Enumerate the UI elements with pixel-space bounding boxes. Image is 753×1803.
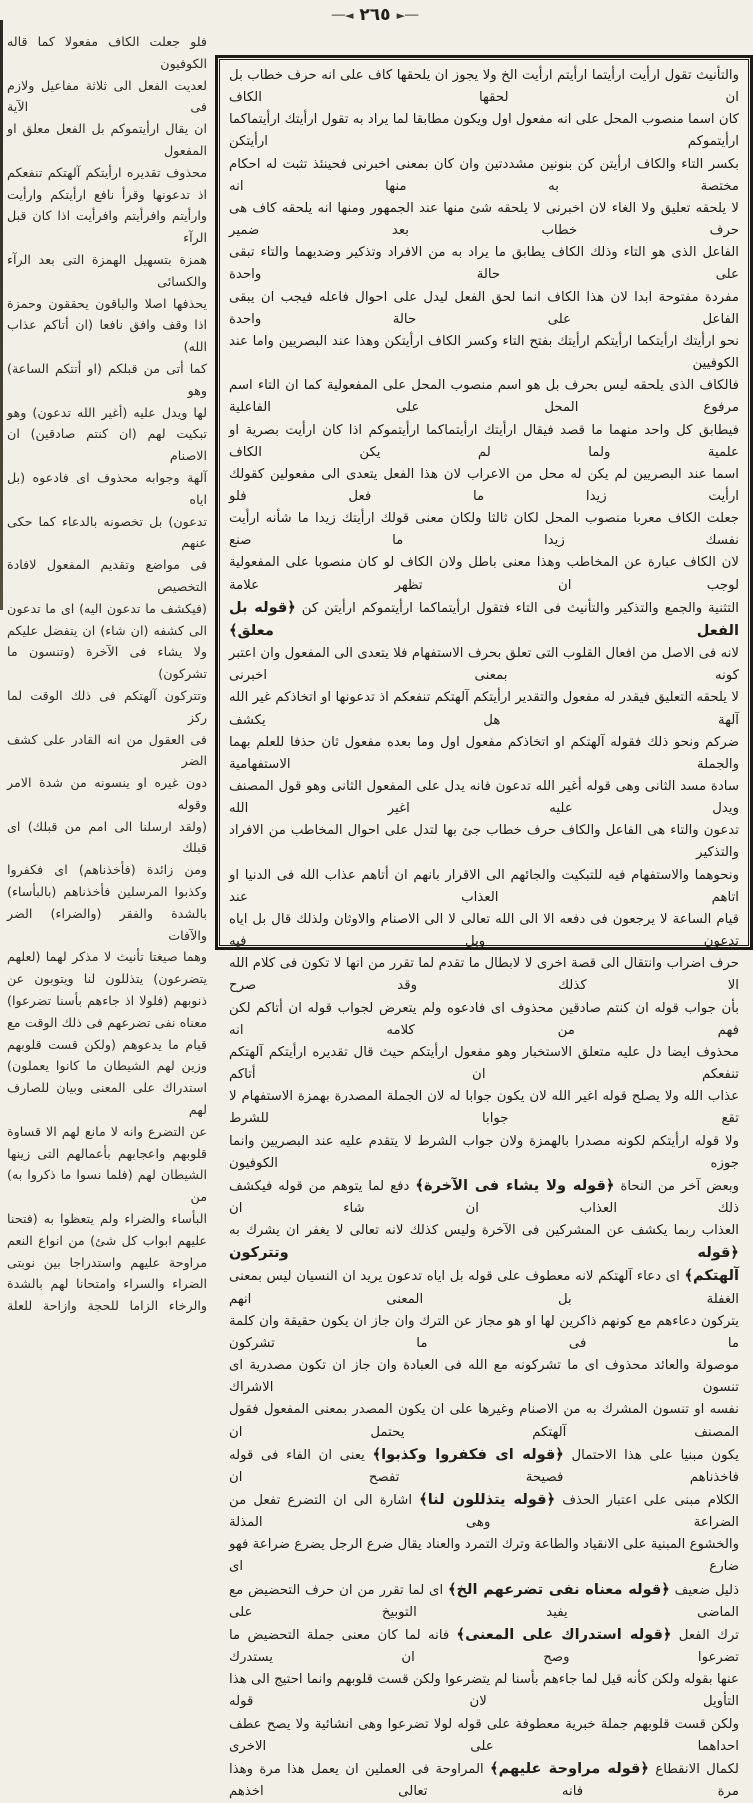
text-segment: ضركم ونحو ذلك فقوله آلهتكم او اتخاذكم مفعول اول وما بعده مفعول ثان حذفا للعلم بهما والجملة الاستفهامية xyxy=(229,734,739,772)
margin-note-line xyxy=(7,620,207,642)
text-segment: وهما صيغتا تأنيث لا مذكر لهما (لعلهم xyxy=(7,949,207,965)
margin-note-line xyxy=(7,511,207,555)
text-segment: وكذبوا المرسلين فأخذناهم (بالبأساء) xyxy=(7,884,207,900)
text-segment: ولا يشاء فى الآخرة (وتنسون ما تشركون) xyxy=(7,644,207,682)
margin-note-line xyxy=(7,1121,207,1143)
main-text-line xyxy=(229,1669,739,1713)
main-text-line xyxy=(229,909,739,953)
main-text-line xyxy=(229,953,739,997)
main-text-line xyxy=(229,643,739,687)
text-segment: وبعض آخر من النحاة xyxy=(614,1178,739,1194)
main-text-line xyxy=(229,820,739,864)
text-segment: الكلام مبنى على اعتبار الحذف xyxy=(555,1493,739,1508)
margin-note-line xyxy=(7,729,207,773)
text-segment: نحو ارأيتك ارأيتكما ارأيتكم ارأيتك بفتح التاء وكسر الكاف ارأيتكن وهذا عند البصريين واما عند الكوفيين xyxy=(229,333,739,372)
text-segment: لانه فى الاصل من افعال القلوب التى تعلق بحرف الاستفهام فلا يتعدى الى المفعول وان اعتبر كونه بمعنى اخبرنى xyxy=(229,646,739,684)
text-segment: لا يلحقه التعليق فيقدر له مفعول والتقدير ارأيتكم آلهتكم تنفعكم اذ تدعونها او اتخاذكم غير الله آلهة هل يكشف xyxy=(229,690,739,728)
text-segment: فى العقول من انه القادر على كشف الضر xyxy=(7,731,207,769)
main-text-line xyxy=(229,375,739,419)
margin-note-line xyxy=(7,881,207,903)
main-text-line xyxy=(229,1399,739,1443)
text-segment: ذنوبهم (فلولا اذ جاءهم بأسنا تضرعوا) xyxy=(7,993,207,1009)
main-text-line xyxy=(229,508,739,552)
text-segment: والتأنيث تقول ارأيت ارأيتما ارأيتم ارأيت الخ ولا يجوز ان يلحقها كاف على انه حرف خطاب بل ان لحقها الكاف xyxy=(229,68,739,106)
margin-note-line xyxy=(7,75,207,119)
qawluhu-lemma-marker: ﴿قوله بل الفعل معلق﴾ xyxy=(229,598,739,639)
text-segment: ذليل ضعيف xyxy=(669,1582,739,1598)
margin-note-line xyxy=(7,358,207,402)
text-segment: وارأيتم وافرأيتم وافرأيت اذا كان قبل الرآء xyxy=(7,208,207,246)
main-text-line xyxy=(229,1355,739,1399)
margin-note-line xyxy=(7,1208,207,1230)
text-segment: لها ويدل عليه (أغير الله تدعون) وهو xyxy=(7,404,207,420)
qawluhu-lemma-marker: ﴿قوله يتذللون لنا﴾ xyxy=(419,1491,556,1508)
text-segment: محذوف ايضا دل عليه متعلق الاستخبار وهو مفعول ارأيتكم حيث قال تقديره ارأيتكم آلهتكم تنفعكم ان أتاكم xyxy=(229,1044,739,1083)
main-text-line xyxy=(229,1265,739,1310)
text-segment: مفردة مفتوحة ابدا لان هذا الكاف انما لحق الفعل ليدل على احوال فاعله فيجب ان يبقى الفاعل على حالة واحدة xyxy=(229,289,739,327)
text-segment: جعلت الكاف معربا منصوب المحل لكان ثالثا ولكان معنى قولك ارأيتك زيدا ما شأنه ارأيت نفسك زيدا ما صنع xyxy=(229,511,739,549)
main-text-line xyxy=(229,687,739,731)
text-segment: والرخاء الزاما للحجة وازاحة للعلة xyxy=(7,1298,207,1314)
main-text-line xyxy=(229,1758,739,1803)
text-segment: الى كشفه (ان شاء) ان يتفضل عليكم xyxy=(7,622,207,638)
main-text-line xyxy=(229,552,739,596)
margin-note-line xyxy=(7,1077,207,1121)
text-segment: وزين لهم الشيطان ما كانوا يعملون) xyxy=(7,1058,207,1074)
text-segment: ونحوهما والاستفهام فيه للتبكيت والجائهم الى الاقرار بانهم ان أتاهم عذاب الله فى الدنيا او اتاهم العذاب عند xyxy=(229,867,739,905)
main-text-line xyxy=(229,1714,739,1758)
qawluhu-lemma-marker: آلهتكم﴾ xyxy=(684,1267,739,1285)
text-segment: اذ تدعونها وقرأ نافع ارأيتكم وارأيت xyxy=(7,186,207,202)
text-segment: اشارة الى ان التضرع تفعل من الضراعة وهى المذلة xyxy=(229,1493,739,1531)
text-segment: لكمال الانقطاع xyxy=(648,1761,739,1777)
main-text-line xyxy=(229,776,739,820)
margin-note-line xyxy=(7,1012,207,1034)
main-text-line xyxy=(229,198,739,242)
main-text-line xyxy=(229,1086,739,1130)
main-text-block xyxy=(219,59,749,1800)
margin-note-line xyxy=(7,423,207,467)
text-segment: حرف اضراب وانتقال الى قصة اخرى لا لابطال ما تقدم لما تقرر من انها لا تكون فى كلام الله الا كذلك وقد صرح xyxy=(229,956,739,994)
text-segment: كما أتى من قبلكم (او أتتكم الساعة) وهو xyxy=(7,360,207,398)
main-text-line xyxy=(229,865,739,909)
text-segment: يتضرعون) يتذللون لنا ويتوبون عن xyxy=(7,971,207,987)
margin-note-line xyxy=(7,1295,207,1317)
margin-note-line xyxy=(7,903,207,947)
margin-note-line xyxy=(7,1034,207,1056)
text-segment: لا يلحقه تعليق ولا الغاء لان اخبرنى لا يلحقه شئ منها عند الجمهور ومنها انه يلحقه كاف هى حرف خطاب بعد ضمير xyxy=(229,200,739,239)
text-segment: بكسر التاء والكاف ارأيتن كن بنونين مشددتين وان كان بمعنى اخبرنى فحينئذ تثبت له احكام مختصة به منها انه xyxy=(229,156,739,194)
margin-note-line xyxy=(7,402,207,424)
text-segment: دفع لما يتوهم من قوله فيكشف ذلك العذاب ان شاء ان xyxy=(229,1178,739,1216)
main-text-line xyxy=(229,597,739,643)
text-segment: (ولقد ارسلنا الى امم من قبلك) اى قبلك xyxy=(7,818,207,856)
text-segment: آلهة وجوابه محذوف اى فادعوه (بل اياه xyxy=(7,469,207,507)
main-text-line xyxy=(229,1579,739,1624)
main-text-line xyxy=(229,1444,739,1489)
text-segment: موصولة والعائد محذوف اى ما تشركونه مع الله فى العبادة وان جاز ان تكون مصدرية اى تنسون الاشراك xyxy=(229,1358,739,1396)
main-text-line xyxy=(229,109,739,153)
text-segment: ولا قوله ارأيتكم لكونه مصدرا بالهمزة ولان جواب الشرط لا يتقدم عليه عند البصريين وانما جوزه الكوفيون xyxy=(229,1133,739,1171)
text-segment: اى دعاء آلهتكم لانه معطوف على قوله بل اياه تدعون يريد ان النسيان ليس بمعنى الغفلة بل المعنى انهم xyxy=(229,1269,739,1307)
header-ornament-left-icon: ──◄ xyxy=(331,9,354,22)
qawluhu-lemma-marker: ﴿قوله وتتركون xyxy=(229,1244,739,1262)
margin-note-line xyxy=(7,772,207,816)
text-segment: تدعون والتاء هى الفاعل والكاف حرف خطاب جئ بها لتدل على احوال المخاطب من الافراد والتذكير xyxy=(229,823,739,861)
margin-note-line xyxy=(7,946,207,968)
text-segment: بأن جواب قوله ان كنتم صادقين محذوف اى فادعوه ولم يتعرض لجواب قوله ان أتاكم لكن فهم من كلامه انه xyxy=(229,1000,739,1038)
text-segment: يتركون دعاءهم مع كونهم ذاكرين لها او هو مجاز عن الترك وان جاز ان يكون حقيقة وان كلمة ما فى ما تشركون xyxy=(229,1313,739,1351)
main-text-line xyxy=(229,1131,739,1175)
margin-note-line xyxy=(7,184,207,206)
main-text-line xyxy=(229,732,739,776)
main-text-line xyxy=(229,331,739,375)
text-segment: الفاعل الذى هو التاء وذلك الكاف يطابق ما يراد به من الافراد وتذكير وضديهما والتاء تبقى على حالة واحدة xyxy=(229,245,739,283)
main-text-line xyxy=(229,464,739,508)
text-segment: (فيكشف ما تدعون اليه) اى ما تدعون xyxy=(7,600,207,616)
header-ornament-right-icon: ►── xyxy=(396,9,419,22)
text-segment: وتتركون آلهتكم فى ذلك الوقت لما ركز xyxy=(7,687,207,725)
text-segment: فيطابق كل واحد منهما ما قصد فيقال ارأيتك ارأيتماكما ارأيتموكم اذا كان ارأيت بصرية او علمية ولما لم يكن الكاف xyxy=(229,422,739,460)
text-segment: يعنى ان الفاء فى قوله فاخذناهم فصيحة تفصح ان xyxy=(229,1447,739,1485)
main-text-line xyxy=(229,242,739,286)
main-text-line xyxy=(229,1220,739,1265)
text-segment: فانه لما كان معنى جملة التحضيض ما تضرعوا وصح ان يستدرك xyxy=(229,1627,739,1666)
margin-note-line xyxy=(7,1273,207,1295)
qawluhu-lemma-marker: ﴿قوله اى فكفروا وكذبوا﴾ xyxy=(372,1445,564,1463)
margin-note-line xyxy=(7,314,207,358)
text-segment: لان الكاف عبارة عن المخاطب وهذا معنى باطل ولان الكاف لو كان منصوبا على المفعولية لوجب ان تظهر علامة xyxy=(229,555,739,593)
main-text-line xyxy=(229,1311,739,1355)
main-text-line xyxy=(229,1175,739,1220)
main-text-line xyxy=(229,65,739,109)
text-segment: المراوحة فى العملين ان يعمل هذا مرة وهذا مرة فانه تعالى اخذهم xyxy=(229,1761,739,1800)
main-text-frame xyxy=(215,55,753,1800)
text-segment: سادة مسد الثانى وهى قوله أغير الله تدعون فانه يدل على المفعول الثانى وهو قول المصنف ويدل عليه اغير الله xyxy=(229,779,739,817)
text-segment: معناه نفى تضرعهم فى ذلك الوقت مع xyxy=(7,1014,207,1030)
text-segment: فلو جعلت الكاف مفعولا كما قاله الكوفيون xyxy=(7,34,207,71)
text-segment: تبكيت لهم (ان كنتم صادقين) ان الاصنام xyxy=(7,426,207,464)
text-segment: تدعون) بل تخصونه بالدعاء كما حكى عنهم xyxy=(7,513,207,551)
text-segment: ومن زائدة (فأخذناهم) اى فكفروا xyxy=(7,862,207,878)
margin-note-line xyxy=(7,1252,207,1274)
page-header xyxy=(0,2,750,28)
main-text-line xyxy=(229,420,739,464)
text-segment: الضراء والسراء وامتحانا لهم بالشدة xyxy=(7,1276,207,1292)
text-segment: دون غيره او ينسونه من شدة الامر وقوله xyxy=(7,775,207,812)
scan-edge-artifact xyxy=(0,20,3,610)
text-segment: نفسه او تنسون المشرك به من الاصنام وغيرها على ان يكون المصدر بمعنى المفعول فقول المصنف آلهتكم يحتمل ان xyxy=(229,1402,739,1440)
text-segment: عليهم ابواب كل شئ) من انواع النعم xyxy=(7,1232,207,1248)
main-text-line xyxy=(229,287,739,331)
text-segment: قلوبهم واعجابهم بأعمالهم التى زينها xyxy=(7,1145,207,1161)
margin-note-line xyxy=(7,1055,207,1077)
text-segment: همزة بتسهيل الهمزة التى بعد الرآء والكسائى xyxy=(7,251,207,289)
qawluhu-lemma-marker: ﴿قوله مراوحة عليهم﴾ xyxy=(490,1759,649,1777)
margin-note-line xyxy=(7,249,207,293)
text-segment: فى مواضع وتقديم المفعول لافادة التخصيص xyxy=(7,557,207,594)
text-segment: محذوف تقديره ارأيتكم آلهتكم تنفعكم xyxy=(7,164,207,180)
qawluhu-lemma-marker: ﴿قوله ولا يشاء فى الآخرة﴾ xyxy=(415,1176,615,1194)
text-segment: اسما عند البصريين لم يكن له محل من الاعراب لان هذا الفعل يتعدى الى مفعولين كقولك ارأيت زيدا ما فعل فلو xyxy=(229,466,739,504)
qawluhu-lemma-marker: ﴿قوله معناه نفى تضرعهم الخ﴾ xyxy=(447,1580,670,1598)
text-segment: العذاب ربما يكشف عن المشركين فى الآخرة وليس كذلك لانه تعالى لا يغفر ان يشرك به xyxy=(229,1223,739,1239)
margin-note-line xyxy=(7,1143,207,1165)
text-segment: مراوحة عليهم واستدراجا بين نوبتى xyxy=(7,1254,207,1270)
margin-note-line xyxy=(7,293,207,315)
text-segment: اى لما تقرر من ان حرف التحضيض مع الماضى يفيد التوبيخ على xyxy=(229,1582,739,1620)
text-segment: والخشوع المبنية على الانقياد والطاعة وترك التمرد والعناد يقال ضرع الرجل يضرع ضراعة فهو ضارع اى xyxy=(229,1537,739,1575)
text-segment: عذاب الله ولا يصلح قوله اغير الله لان يكون جوابا له لان الجملة المصدرة بهمزة الاستفهام لا تقع جوابا للشرط xyxy=(229,1089,739,1127)
text-segment: التثنية والجمع والتذكير والتأنيث فى التاء فتقول ارأيتماكما ارأيتموكم ارأيتن كن xyxy=(295,600,739,616)
margin-note-line xyxy=(7,205,207,249)
main-text-line xyxy=(229,1534,739,1578)
margin-note-line xyxy=(7,816,207,860)
margin-note-line xyxy=(7,685,207,729)
text-segment: البأساء والضراء ولم يتعظوا به (فتحنا xyxy=(7,1211,207,1227)
page-number: ٢٦٥ xyxy=(359,5,391,25)
text-segment: ولكن قست قلوبهم جملة خبرية معطوفة على قوله لولا تضرعوا وهى انشائية ولا يصح عطف احداهما على الاخرى xyxy=(229,1716,739,1754)
main-text-line xyxy=(229,1042,739,1086)
text-segment: كان اسما منصوب المحل على انه مفعول اول ويكون مطابقا لما يراد به تقول ارأيتك ارأيتماكما ارأيتموكم ارأيتكن xyxy=(229,112,739,150)
margin-note-line xyxy=(7,641,207,685)
text-segment: استدراك على المعنى وبيان للصارف لهم xyxy=(7,1080,207,1118)
main-text-line xyxy=(229,1624,739,1669)
main-text-line xyxy=(229,154,739,198)
text-segment: يحذفها اصلا والباقون يحققون وحمزة xyxy=(7,295,207,311)
text-segment: قيام الساعة لا يرجعون فى دفعه الا الى الله تعالى لا الى الاصنام والاوثان ولذلك قال بل اياه تدعون وبل فيه xyxy=(229,911,739,950)
margin-note-line xyxy=(7,162,207,184)
text-segment: عن التضرع وانه لا مانع لهم الا قساوة xyxy=(7,1123,207,1139)
text-segment: لعديت الفعل الى ثلاثة مفاعيل ولازم فى الآية xyxy=(7,77,207,115)
text-segment: اذا وقف وافق نافعا (ان أتاكم عذاب الله) xyxy=(7,317,207,355)
margin-note-line xyxy=(7,598,207,620)
text-segment: قيام ما يدعوهم (ولكن قست قلوبهم xyxy=(7,1036,207,1052)
margin-note-line xyxy=(7,467,207,511)
margin-note-line xyxy=(7,859,207,881)
margin-note-line xyxy=(7,118,207,162)
main-text-line xyxy=(229,998,739,1042)
text-segment: يكون مبنيا على هذا الاحتمال xyxy=(563,1447,740,1463)
qawluhu-lemma-marker: ﴿قوله استدراك على المعنى﴾ xyxy=(456,1625,672,1643)
margin-note-line xyxy=(7,1230,207,1252)
text-segment: فالكاف الذى يلحقه ليس بحرف بل هو اسم منصوب المحل على المفعولية كما ان التاء اسم مرفوع المحل على الفاعلية xyxy=(229,378,739,416)
margin-note-line xyxy=(7,1164,207,1208)
text-segment: الشيطان لهم (فلما نسوا ما ذكروا به) من xyxy=(7,1167,207,1205)
margin-note-line xyxy=(7,990,207,1012)
margin-note-line xyxy=(7,554,207,598)
text-segment: ان يقال ارأيتموكم بل الفعل معلق او المفعول xyxy=(7,121,207,158)
margin-note-line xyxy=(7,31,207,75)
text-segment: بالشدة والفقر (والضراء) الضر والآفات xyxy=(7,905,207,943)
margin-notes-block xyxy=(7,31,207,1317)
margin-note-line xyxy=(7,968,207,990)
main-text-line xyxy=(229,1489,739,1534)
text-segment: ترك الفعل xyxy=(671,1627,739,1643)
text-segment: عنها بقوله ولكن كأنه قيل لما جاءهم بأسنا لم يتضرعوا ولكن قست قلوبهم وانما احتيج الى هذا التأويل لان قوله xyxy=(229,1672,739,1710)
